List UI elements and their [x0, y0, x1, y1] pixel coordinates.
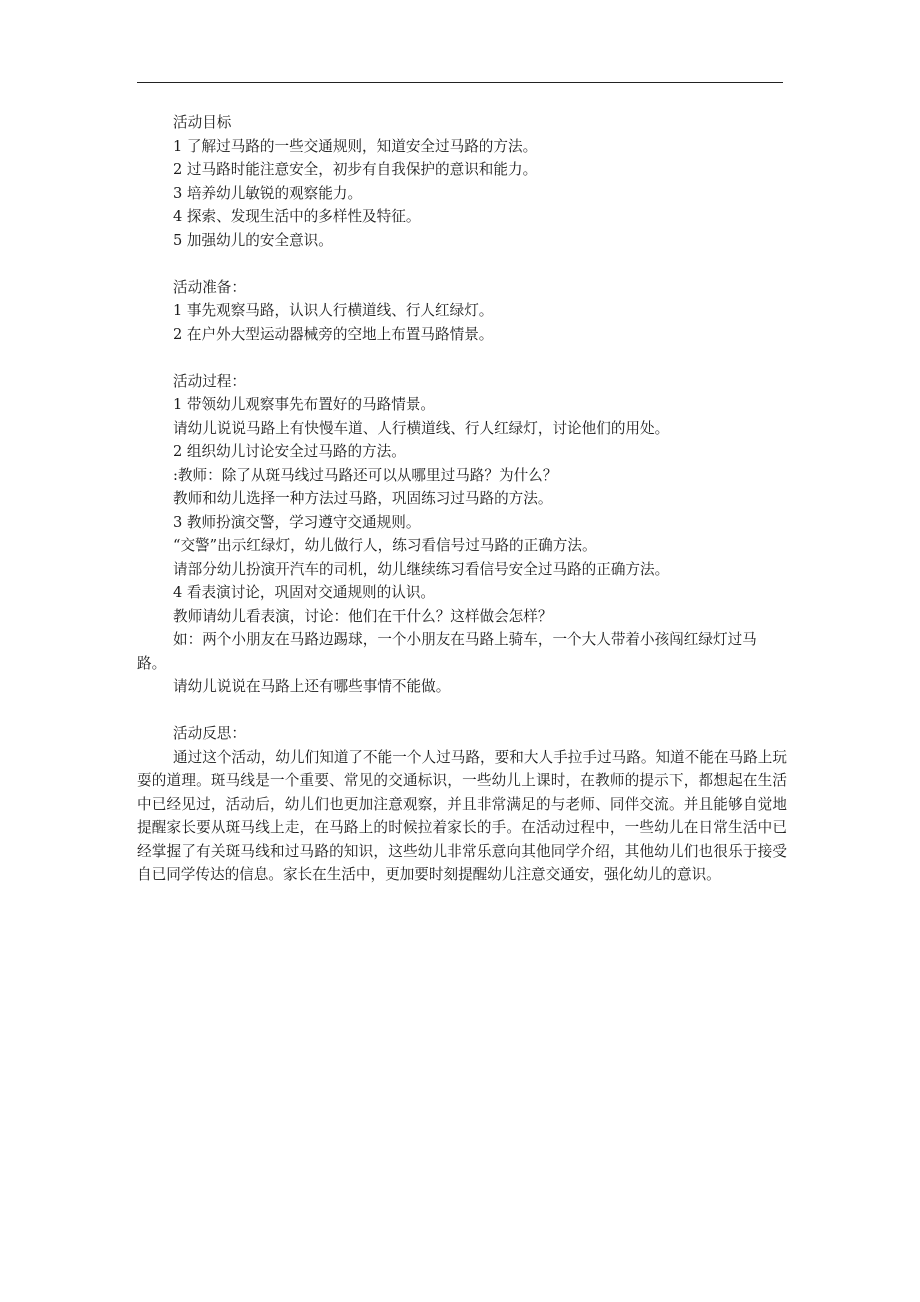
goal-item: 5 加强幼儿的安全意识。: [173, 231, 333, 249]
process-heading: 活动过程：: [173, 372, 246, 390]
process-line: 3 教师扮演交警，学习遵守交通规则。: [173, 513, 421, 531]
preparation-item: 2 在户外大型运动器械旁的空地上布置马路情景。: [173, 325, 494, 343]
process-line: 4 看表演讨论，巩固对交通规则的认识。: [173, 584, 436, 601]
section-gap: [137, 346, 787, 370]
section-gap: [137, 252, 787, 276]
reflection-heading: 活动反思：: [173, 725, 246, 742]
reflection-body: 通过这个活动，幼儿们知道了不能一个人过马路，要和大人手拉手过马路。知道不能在马路上玩耍的道理。斑马线是一个重要、常见的交通标识，一些幼儿上课时，在教师的提示下，都想起在生活中已经见过，活动后，幼儿们也更加注意观察，并且非常满足的与老师、同伴交流。并且能够自觉地提醒家长要从斑马线上走，在马路上的时候拉着家长的手。在活动过程中，一些幼儿在日常生活中已经掌握了有关斑马线和过马路的知识，这些幼儿非常乐意向其他同学介绍，其他幼儿们也很乐于接受自已同学传达的信息。家长在生活中，更加要时刻提醒幼儿注意交通安，强化幼儿的意识。: [137, 748, 787, 883]
process-line: 教师请幼儿看表演，讨论：他们在干什么？这样做会怎样？: [173, 607, 553, 625]
process-example: 如：两个小朋友在马路边踢球，一个小朋友在马路上骑车，一个大人带着小孩闯红绿灯过马路。: [137, 631, 757, 672]
goal-item: 2 过马路时能注意安全，初步有自我保护的意识和能力。: [173, 161, 538, 178]
process-closing: 请幼儿说说在马路上还有哪些事情不能做。: [173, 678, 451, 695]
process-line: 请部分幼儿扮演开汽车的司机，幼儿继续练习看信号安全过马路的正确方法。: [173, 560, 670, 578]
preparation-item: 1 事先观察马路，认识人行横道线、行人红绿灯。: [173, 302, 494, 319]
goal-item: 4 探索、发现生活中的多样性及特征。: [173, 208, 421, 225]
preparation-heading: 活动准备：: [173, 278, 246, 296]
goals-list: [137, 135, 787, 253]
process-line: 请幼儿说说马路上有快慢车道、人行横道线、行人红绿灯，讨论他们的用处。: [173, 419, 670, 437]
header-rule: [137, 82, 783, 83]
goal-item: 1 了解过马路的一些交通规则，知道安全过马路的方法。: [173, 137, 538, 155]
process-line: 1 带领幼儿观察事先布置好的马路情景。: [173, 396, 436, 413]
document-body: [137, 111, 787, 887]
section-gap: [137, 699, 787, 723]
process-line: “交警”出示红绿灯，幼儿做行人，练习看信号过马路的正确方法。: [173, 537, 597, 554]
goal-item: 3 培养幼儿敏锐的观察能力。: [173, 184, 363, 202]
process-line: 2 组织幼儿讨论安全过马路的方法。: [173, 443, 406, 460]
goals-heading: 活动目标: [173, 114, 232, 131]
process-line: :教师：除了从斑马线过马路还可以从哪里过马路？为什么？: [173, 466, 558, 484]
process-line: 教师和幼儿选择一种方法过马路，巩固练习过马路的方法。: [173, 490, 553, 507]
